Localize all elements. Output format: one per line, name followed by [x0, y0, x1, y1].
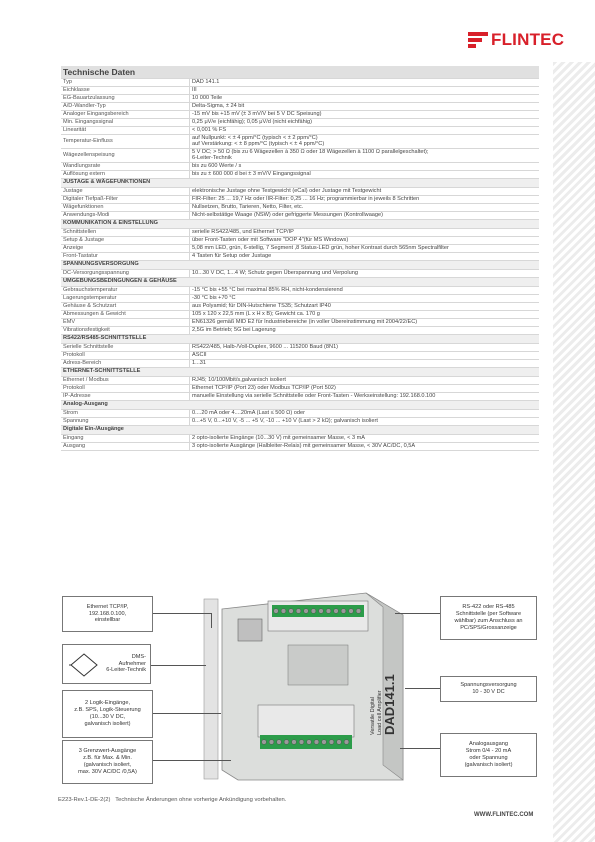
spec-row [61, 229, 539, 237]
spec-label: Schnittstellen [61, 229, 190, 237]
spec-label: EMV [61, 319, 190, 327]
spec-label: Setup & Justage [61, 237, 190, 245]
spec-value: EN61326 gemäß MID E2 für Industriebereiche (in voller Übereinstimmung mit 2004/22/EC) [190, 319, 540, 327]
spec-label: Ethernet / Modbus [61, 377, 190, 385]
spec-row [61, 303, 539, 311]
spec-value: < 0,001 % FS [190, 127, 540, 135]
callout-logic-inputs [62, 690, 153, 738]
spec-row [61, 95, 539, 103]
spec-value: Ethernet TCP/IP (Port 23) oder Modbus TCP/IP (Port 502) [190, 385, 540, 393]
spec-label: Spannung [61, 418, 190, 426]
spec-row [61, 287, 539, 295]
spec-label: Typ [61, 79, 190, 87]
spec-value: RJ45; 10/100Mbit/s,galvanisch isoliert [190, 377, 540, 385]
terminal-screw [322, 740, 327, 745]
spec-label: Analoger Eingangsbereich [61, 111, 190, 119]
spec-value: 5,08 mm LED, grün, 6-stellig, 7 Segment ,8 Status-LED grün, hoher Kontrast durch 565nm Spectralfilter [190, 245, 540, 253]
section-heading: Digitale Ein-/Ausgänge [61, 426, 539, 435]
footer-note [58, 797, 286, 803]
spec-value: 10...30 V DC, 1...4 W; Schutz gegen Überspannung und Verpolung [190, 270, 540, 278]
spec-row [61, 196, 539, 204]
spec-row [61, 135, 539, 149]
spec-row [61, 327, 539, 335]
flintec-logo-icon [468, 32, 488, 48]
spec-label: Temperatur-Einfluss [61, 135, 190, 149]
spec-row [61, 127, 539, 135]
spec-value: 10 000 Teile [190, 95, 540, 103]
spec-label: Adress-Bereich [61, 360, 190, 368]
spec-row [61, 245, 539, 253]
spec-value: 2 opto-isolierte Eingänge (10...30 V) mit gemeinsamer Masse, < 3 mA [190, 435, 540, 443]
spec-row [61, 253, 539, 261]
spec-label: Gebrauchstemperatur [61, 287, 190, 295]
spec-row [61, 393, 539, 401]
spec-value: elektronische Justage ohne Testgewicht (eCal) oder Justage mit Testgewicht [190, 188, 540, 196]
callout-logic-inputs-text: 2 Logik-Eingänge, z.B. SPS, Logik-Steuerung (10...30 V DC, galvanisch isoliert) [74, 700, 141, 727]
spec-value: bis zu 600 Werte / s [190, 163, 540, 171]
terminal-screw [296, 609, 301, 614]
spec-label: Justage [61, 188, 190, 196]
connector-line [151, 713, 221, 714]
connector-line [400, 748, 440, 749]
spec-label: Serielle Schnittstelle [61, 344, 190, 352]
device-subtitle-2: Load cell Amplifier [377, 690, 383, 735]
doc-reference: E223-Rev.1-DE-2(2) [58, 797, 111, 803]
spec-label: Auflösung extern [61, 171, 190, 179]
spec-row [61, 111, 539, 119]
device-model: DAD141.1 [382, 674, 397, 735]
spec-row [61, 435, 539, 443]
callout-rs-interface-text: RS-422 oder RS-485 Schnittstelle (per Software wählbar) zum Anschluss an PC/SPS/Grossanzeige [454, 604, 523, 631]
spec-value: 2,5G im Betrieb; 5G bei Lagerung [190, 327, 540, 335]
spec-label: Ausgang [61, 443, 190, 451]
spec-label: Anwendungs-Modi [61, 212, 190, 220]
connector-line [151, 613, 211, 614]
spec-value: 0,25 μV/e (eichfähig); 0,05 μV/d (nicht eichfähig) [190, 119, 540, 127]
section-heading-row [61, 278, 539, 287]
spec-value: manuelle Einstellung via serielle Schnittstelle oder Front-Tasten - Werkseinstellung: 192.168.0.100 [190, 393, 540, 401]
spec-row [61, 270, 539, 278]
terminal-screw [262, 740, 267, 745]
spec-row [61, 171, 539, 179]
spec-row [61, 163, 539, 171]
spec-row [61, 87, 539, 95]
spec-row [61, 418, 539, 426]
spec-row [61, 410, 539, 418]
brand-name: FLINTEC [491, 30, 565, 49]
bridge-circuit-icon [69, 652, 99, 678]
terminal-screw [311, 609, 316, 614]
spec-row [61, 443, 539, 451]
flintec-logo [468, 30, 564, 50]
section-heading-row [61, 401, 539, 410]
terminal-screw [269, 740, 274, 745]
callout-power-text: Spannungsversorgung 10 - 30 V DC [460, 682, 517, 695]
spec-row [61, 103, 539, 111]
spec-row [61, 79, 539, 87]
terminal-screw [281, 609, 286, 614]
section-heading: JUSTAGE & WÄGEFUNKTIONEN [61, 179, 539, 188]
callout-dms-text: DMS- Aufnehmer 6-Leiter-Technik [106, 653, 146, 674]
callout-ethernet [62, 596, 153, 632]
callout-dms [62, 644, 151, 684]
spec-value: DAD 141.1 [190, 79, 540, 87]
section-heading-row [61, 368, 539, 377]
terminal-screw [326, 609, 331, 614]
section-heading-row [61, 426, 539, 435]
spec-row [61, 311, 539, 319]
spec-row [61, 295, 539, 303]
spec-row [61, 204, 539, 212]
connector-line [151, 760, 231, 761]
spec-row [61, 188, 539, 196]
terminal-screw [289, 609, 294, 614]
terminal-screw [334, 609, 339, 614]
spec-label: Protokoll [61, 352, 190, 360]
section-heading-row [61, 261, 539, 270]
spec-value: aus Polyamid; für DIN-Hutschiene TS35; Schutzart IP40 [190, 303, 540, 311]
terminal-screw [304, 609, 309, 614]
spec-label: Wägefunktionen [61, 204, 190, 212]
spec-label: Eichklasse [61, 87, 190, 95]
spec-row [61, 237, 539, 245]
spec-label: Linearität [61, 127, 190, 135]
section-heading-row [61, 179, 539, 188]
spec-value: -15 mV bis +15 mV (± 3 mV/V bei 5 V DC Speisung) [190, 111, 540, 119]
connector-line [395, 613, 440, 614]
spec-value: -30 °C bis +70 °C [190, 295, 540, 303]
callout-limit-outputs [62, 740, 153, 784]
spec-value: 1...31 [190, 360, 540, 368]
callout-ethernet-text: Ethernet TCP/IP, 192.168.0.100, einstellbar [86, 603, 129, 624]
device-illustration [198, 585, 436, 785]
spec-value: III [190, 87, 540, 95]
table-title: Technische Daten [61, 66, 539, 79]
spec-label: Vibrationsfestigkeit [61, 327, 190, 335]
terminal-screw [329, 740, 334, 745]
terminal-screw [356, 609, 361, 614]
website-link[interactable]: WWW.FLINTEC.COM [474, 812, 534, 818]
spec-label: Gehäuse & Schutzart [61, 303, 190, 311]
spec-label: EG-Bauartzulassung [61, 95, 190, 103]
spec-label: Front-Tastatur [61, 253, 190, 261]
spec-value: Nicht-selbstätige Waage (NSW) oder gefriggerte Messungen (Kontrollwaage) [190, 212, 540, 220]
connector-line [151, 665, 206, 666]
callout-limit-outputs-text: 3 Grenzwert-Ausgänge z.B. für Max. & Min. (galvanisch isoliert, max. 30V AC/DC /0,5A) [78, 748, 137, 775]
spec-label: IP-Adresse [61, 393, 190, 401]
spec-value: 4 Tasten für Setup oder Justage [190, 253, 540, 261]
spec-value: 5 V DC; > 50 Ω (bis zu 6 Wägezellen à 350 Ω oder 18 Wägezellen à 1100 Ω parallelgeschaltet); 6-Leiter-Technik [190, 149, 540, 163]
change-notice: Technische Änderungen ohne vorherige Ankündigung vorbehalten. [115, 797, 287, 803]
terminal-screw [319, 609, 324, 614]
connector-line [405, 688, 440, 689]
spec-label: Eingang [61, 435, 190, 443]
callout-power [440, 676, 537, 702]
spec-value: bis zu ± 600 000 d bei ± 3 mV/V Eingangssignal [190, 171, 540, 179]
terminal-screw [337, 740, 342, 745]
spec-label: Abmessungen & Gewicht [61, 311, 190, 319]
terminal-screw [277, 740, 282, 745]
spec-value: ASCII [190, 352, 540, 360]
spec-label: Wägezellenspeisung [61, 149, 190, 163]
terminal-screw [349, 609, 354, 614]
callout-rs-interface [440, 596, 537, 640]
spec-row [61, 344, 539, 352]
section-heading: RS422/RS485-SCHNITTSTELLE [61, 335, 539, 344]
spec-row [61, 360, 539, 368]
terminal-screw [341, 609, 346, 614]
section-heading: UMGEBUNGSBEDINGUNGEN & GEHÄUSE [61, 278, 539, 287]
section-heading: KOMMUNIKATION & EINSTELLUNG [61, 220, 539, 229]
section-heading: Analog-Ausgang [61, 401, 539, 410]
spec-value: -15 °C bis +55 °C bei maximal 85% RH, nicht-kondensierend [190, 287, 540, 295]
terminal-screw [292, 740, 297, 745]
spec-value: Delta-Sigma, ± 24 bit [190, 103, 540, 111]
terminal-screw [314, 740, 319, 745]
spec-value: 0...+5 V, 0...+10 V, -5 ... +5 V, -10 ... +10 V (Last > 2 kΩ); galvanisch isoliert [190, 418, 540, 426]
spec-label: Protokoll [61, 385, 190, 393]
spec-label: Lagerungstemperatur [61, 295, 190, 303]
spec-label: DC-Versorgungsspannung [61, 270, 190, 278]
spec-row [61, 385, 539, 393]
spec-label: Anzeige [61, 245, 190, 253]
spec-row [61, 377, 539, 385]
callout-analog-out [440, 733, 537, 777]
spec-table [61, 66, 539, 451]
section-heading: ETHERNET-SCHNITTSTELLE [61, 368, 539, 377]
section-heading: SPANNUNGSVERSORGUNG [61, 261, 539, 270]
spec-row [61, 352, 539, 360]
terminal-screw [274, 609, 279, 614]
spec-value: RS422/485, Halb-/Voll-Duplex, 9600 ... 115200 Baud (8N1) [190, 344, 540, 352]
device-subtitle-1: Versatile Digital [370, 697, 376, 735]
spec-label: Strom [61, 410, 190, 418]
spec-value: über Front-Tasten oder mit Software "DOP 4"(für MS Windows) [190, 237, 540, 245]
spec-value: 0....20 mA oder 4....20mA (Last ≤ 500 Ω) oder [190, 410, 540, 418]
spec-value: 3 opto-isolierte Ausgänge (Halbleiter-Relais) mit gemeinsamer Masse, < 30V AC/DC, 0,5A [190, 443, 540, 451]
spec-row [61, 149, 539, 163]
spec-value: serielle RS422/485, und Ethernet TCP/IP [190, 229, 540, 237]
spec-label: Min. Eingangssignal [61, 119, 190, 127]
terminal-screw [299, 740, 304, 745]
terminal-screw [284, 740, 289, 745]
decorative-stripes [553, 62, 595, 842]
spec-row [61, 119, 539, 127]
spec-row [61, 319, 539, 327]
connector-line [211, 613, 212, 628]
terminal-screw [307, 740, 312, 745]
spec-value: 105 x 120 x 22,5 mm (L x H x B); Gewicht ca. 170 g [190, 311, 540, 319]
spec-row [61, 212, 539, 220]
spec-label: A/D-Wandler-Typ [61, 103, 190, 111]
section-heading-row [61, 220, 539, 229]
terminal-screw [344, 740, 349, 745]
spec-value: auf Nullpunkt: < ± 4 ppm/°C (typisch < ± 2 ppm/°C) auf Verstärkung: < ± 8 ppm/°C (typisch < ± 4 ppm/°C) [190, 135, 540, 149]
section-heading-row [61, 335, 539, 344]
spec-value: Nullsetzen, Brutto, Tarieren, Netto, Filter, etc. [190, 204, 540, 212]
spec-value: FIR-Filter: 25 ... 19,7 Hz oder IIR-Filter: 0,25 ... 16 Hz; programmierbar in jeweils 8 Schritten [190, 196, 540, 204]
spec-label: Digitaler Tiefpaß-Filter [61, 196, 190, 204]
spec-label: Wandlungsrate [61, 163, 190, 171]
table-title-row [61, 66, 539, 79]
callout-analog-out-text: Analogausgang Strom 0/4 - 20 mA oder Spannung (galvanisch isoliert) [464, 741, 513, 768]
